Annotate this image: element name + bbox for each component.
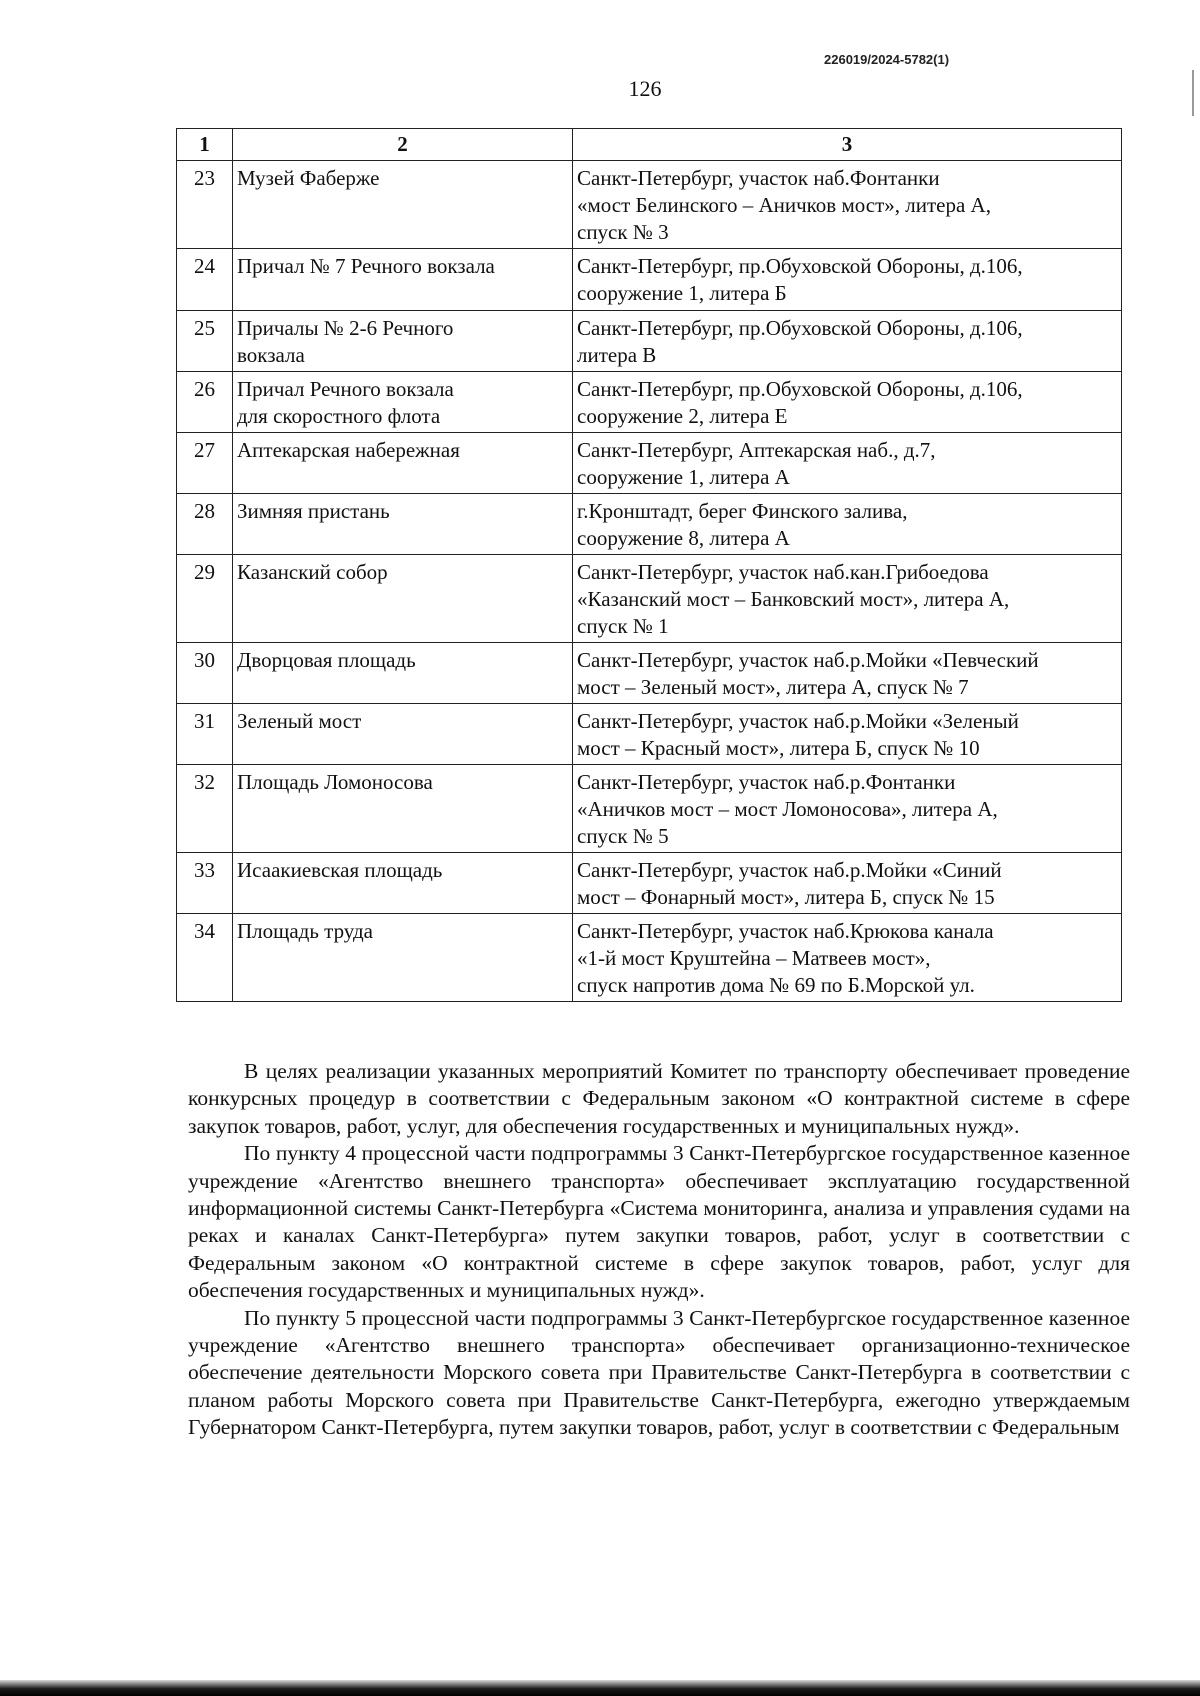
table-row: [177, 765, 1122, 853]
address-line: мост – Фонарный мост», литера Б, спуск № 15: [577, 885, 995, 909]
location-name-line: Площадь Ломоносова: [237, 770, 433, 794]
address-cell: [573, 372, 1122, 433]
table-row: [177, 555, 1122, 643]
address-cell: [573, 914, 1122, 1002]
address-line: литера В: [577, 343, 657, 367]
table-row: [177, 853, 1122, 914]
location-name-line: Причал Речного вокзала: [237, 377, 454, 401]
address-line: сооружение 8, литера А: [577, 526, 790, 550]
paragraph: В целях реализации указанных мероприятий Комитет по транспорту обеспечивает проведение конкурсных процедур в соответствии с Федеральным законом «О контрактной системе в сфере закупок товаров, работ, услуг, для обеспечения государственных и муниципальных нужд».: [188, 1059, 1130, 1138]
row-number: 34: [177, 914, 233, 1002]
location-name-cell: [233, 161, 573, 249]
table-row: [177, 311, 1122, 372]
location-name-line: для скоростного флота: [237, 404, 441, 428]
address-cell: [573, 494, 1122, 555]
address-cell: [573, 161, 1122, 249]
location-name-line: Причал № 7 Речного вокзала: [237, 254, 495, 278]
location-name-cell: [233, 494, 573, 555]
address-line: Санкт-Петербург, участок наб.Фонтанки: [577, 166, 940, 190]
location-name-line: Аптекарская набережная: [237, 438, 460, 462]
address-line: спуск № 5: [577, 824, 669, 848]
address-line: Санкт-Петербург, участок наб.кан.Грибоедова: [577, 560, 989, 584]
address-line: «Казанский мост – Банковский мост», литера А,: [577, 587, 1010, 611]
address-cell: [573, 311, 1122, 372]
address-line: Санкт-Петербург, участок наб.р.Фонтанки: [577, 770, 956, 794]
address-line: мост – Красный мост», литера Б, спуск № 10: [577, 736, 980, 760]
location-name-line: Зеленый мост: [237, 709, 362, 733]
table-row: [177, 914, 1122, 1002]
address-line: Санкт-Петербург, пр.Обуховской Обороны, д.106,: [577, 377, 1023, 401]
row-number: 30: [177, 643, 233, 704]
address-line: спуск № 1: [577, 614, 669, 638]
address-line: Санкт-Петербург, участок наб.р.Мойки «Синий: [577, 858, 1002, 882]
address-cell: [573, 765, 1122, 853]
address-line: мост – Зеленый мост», литера А, спуск № 7: [577, 675, 969, 699]
address-line: спуск напротив дома № 69 по Б.Морской ул.: [577, 973, 975, 997]
paragraph: По пункту 5 процессной части подпрограммы 3 Санкт-Петербургское государственное казенное учреждение «Агентство внешнего транспорта» обеспечивает организационно-техническое обеспечение деятельности Морского совета при Правительстве Санкт-Петербурга в соответствии с планом работы Морского совета при Правительстве Санкт-Петербурга, ежегодно утверждаемым Губернатором Санкт-Петербурга, путем закупки товаров, работ, услуг в соответствии с Федеральным: [188, 1305, 1130, 1440]
address-line: сооружение 1, литера А: [577, 465, 790, 489]
scan-bottom-edge: [0, 1680, 1200, 1696]
row-number: 31: [177, 704, 233, 765]
row-number: 32: [177, 765, 233, 853]
row-number: 33: [177, 853, 233, 914]
address-line: «1-й мост Круштейна – Матвеев мост»,: [577, 946, 931, 970]
location-name-cell: [233, 433, 573, 494]
location-name-line: Зимняя пристань: [237, 499, 390, 523]
table-row: [177, 433, 1122, 494]
document-id: 226019/2024-5782(1): [824, 52, 950, 67]
address-line: Санкт-Петербург, участок наб.Крюкова канала: [577, 919, 994, 943]
location-name-cell: [233, 555, 573, 643]
row-number: 28: [177, 494, 233, 555]
location-name-cell: [233, 643, 573, 704]
address-line: Санкт-Петербург, участок наб.р.Мойки «Зеленый: [577, 709, 1019, 733]
body-text: [188, 1058, 1130, 1442]
table-body: [177, 161, 1122, 1002]
address-cell: [573, 555, 1122, 643]
address-line: Санкт-Петербург, пр.Обуховской Обороны, д.106,: [577, 316, 1023, 340]
address-line: сооружение 2, литера Е: [577, 404, 788, 428]
location-name-line: Исаакиевская площадь: [237, 858, 443, 882]
row-number: 25: [177, 311, 233, 372]
location-name-line: вокзала: [237, 343, 305, 367]
address-line: спуск № 3: [577, 220, 669, 244]
location-name-cell: [233, 311, 573, 372]
column-header-name: 2: [233, 129, 573, 161]
location-name-cell: [233, 704, 573, 765]
row-number: 27: [177, 433, 233, 494]
location-name-line: Дворцовая площадь: [237, 648, 416, 672]
table-row: [177, 372, 1122, 433]
location-name-line: Казанский собор: [237, 560, 388, 584]
table-row: [177, 643, 1122, 704]
location-name-line: Причалы № 2-6 Речного: [237, 316, 454, 340]
address-cell: [573, 643, 1122, 704]
location-name-line: Музей Фаберже: [237, 166, 380, 190]
location-name-cell: [233, 249, 573, 311]
locations-table: [176, 128, 1122, 1002]
location-name-cell: [233, 914, 573, 1002]
row-number: 26: [177, 372, 233, 433]
address-cell: [573, 704, 1122, 765]
address-line: «мост Белинского – Аничков мост», литера А,: [577, 193, 991, 217]
row-number: 29: [177, 555, 233, 643]
row-number: 24: [177, 249, 233, 311]
column-header-number: 1: [177, 129, 233, 161]
location-name-line: Площадь труда: [237, 919, 373, 943]
address-line: Санкт-Петербург, Аптекарская наб., д.7,: [577, 438, 936, 462]
table-row: [177, 161, 1122, 249]
column-header-address: 3: [573, 129, 1122, 161]
address-cell: [573, 249, 1122, 311]
table-row: [177, 249, 1122, 311]
location-name-cell: [233, 765, 573, 853]
row-number: 23: [177, 161, 233, 249]
address-cell: [573, 853, 1122, 914]
address-line: Санкт-Петербург, участок наб.р.Мойки «Певческий: [577, 648, 1039, 672]
address-cell: [573, 433, 1122, 494]
address-line: г.Кронштадт, берег Финского залива,: [577, 499, 908, 523]
paragraph: По пункту 4 процессной части подпрограммы 3 Санкт-Петербургское государственное казенное учреждение «Агентство внешнего транспорта» обеспечивает эксплуатацию государственной информационной системы Санкт-Петербурга «Система мониторинга, анализа и управления судами на реках и каналах Санкт-Петербурга» путем закупки товаров, работ, услуг в соответствии с Федеральным законом «О контрактной системе в сфере закупок товаров, работ, услуг для обеспечения государственных и муниципальных нужд».: [188, 1141, 1130, 1303]
address-line: Санкт-Петербург, пр.Обуховской Обороны, д.106,: [577, 254, 1023, 278]
scan-edge-mark: [1192, 70, 1194, 116]
table-row: [177, 494, 1122, 555]
address-line: «Аничков мост – мост Ломоносова», литера А,: [577, 797, 998, 821]
location-name-cell: [233, 853, 573, 914]
table-row: [177, 704, 1122, 765]
page-number: 126: [628, 76, 662, 101]
address-line: сооружение 1, литера Б: [577, 281, 787, 305]
table-header-row: [177, 129, 1122, 161]
location-name-cell: [233, 372, 573, 433]
